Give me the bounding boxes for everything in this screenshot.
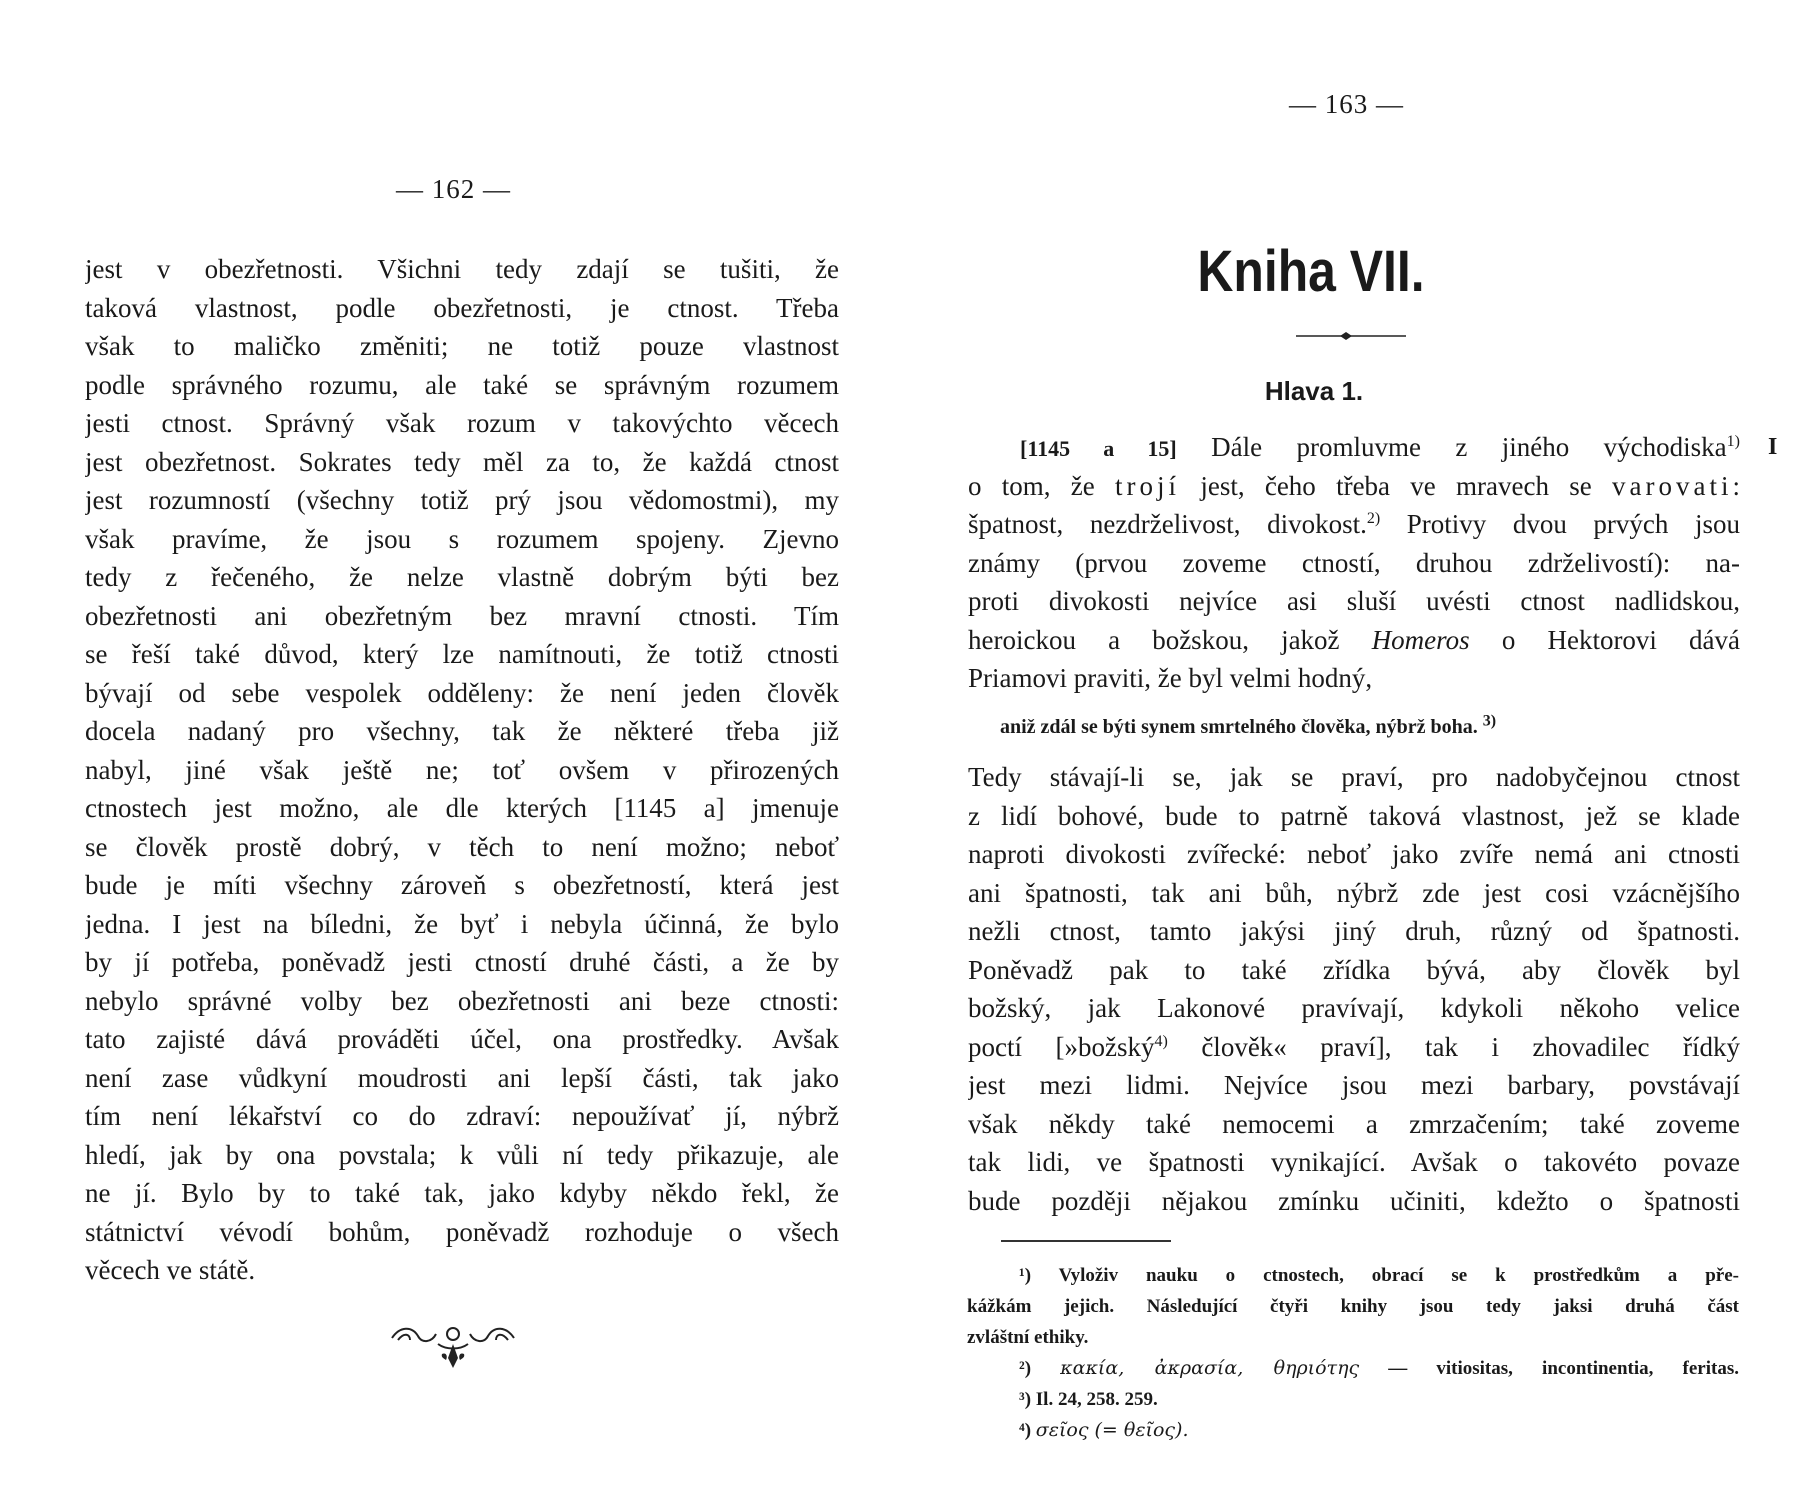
text-line: naproti divokosti zvířecké: neboť jako zvíře nemá ani ctnosti xyxy=(968,839,1740,869)
text-line: tedy z řečeného, že nelze vlastně dobrým býti bez xyxy=(85,562,839,592)
text-line: Poněvadž pak to také zřídka bývá, aby člověk byl xyxy=(968,954,1740,985)
text-line: se řeší také důvod, který lze namítnouti, že totiž ctnosti xyxy=(85,639,839,669)
text-line: tím není lékařství co do zdraví: nepoužívať jí, nýbrž xyxy=(85,1101,839,1131)
text-line: jesti ctnost. Správný však rozum v takovýchto věcech xyxy=(85,408,839,438)
bekker-reference: [1145 a 15] xyxy=(1020,436,1177,461)
text-line: však někdy také nemocemi a zmrzačením; také zoveme xyxy=(968,1108,1740,1139)
text-line: hledí, jak by ona povstala; k vůli ní tedy přikazuje, ale xyxy=(85,1139,839,1170)
text-line: ani špatnosti, tak ani bůh, nýbrž zde jest cosi vzácnějšího xyxy=(968,877,1740,908)
text-line: poctí [»božský$^{4)}$ člověk« praví], tak i zhovadilec řídký xyxy=(968,1031,1740,1062)
text-line: bývají od sebe vespolek odděleny: že není jeden člověk xyxy=(85,677,839,708)
text-line: nabyl, jiné však ještě ne; toť ovšem v přirozených xyxy=(85,754,839,785)
text-line: nebylo správné volby bez obezřetnosti ani beze ctnosti: xyxy=(85,985,839,1016)
footnote-1: ¹) Vyloživ nauku o ctnostech, obrací se k prostředkům a pře- xyxy=(1019,1265,1739,1286)
verse-quote: aniž zdál se býti synem smrtelného člověka, nýbrž boha. $^{3)}$ xyxy=(1000,712,1497,738)
text-line: bude později nějakou zmínku učiniti, kdežto o špatnosti xyxy=(968,1185,1740,1216)
text-line: ctnostech jest možno, ale dle kterých [1145 a] jmenuje xyxy=(85,793,839,823)
footnote-rule xyxy=(1001,1240,1171,1242)
chapter-title: Hlava 1. xyxy=(1264,376,1364,406)
footnote-1-cont: zvláštní ethiky. xyxy=(967,1327,1089,1348)
text-line: špatnost, nezdrželivost, divokost.$^{2)}$ Protivy dvou prvých jsou xyxy=(968,509,1740,539)
text-line: jest v obezřetnosti. Všichni tedy zdají se tušiti, že xyxy=(85,254,839,284)
text-line: božský, jak Lakonové pravívají, kdykoli někoho velice xyxy=(968,993,1740,1023)
page-number: — 162 — xyxy=(396,174,511,204)
left-page xyxy=(0,0,900,1500)
text-line: Tedy stávají-li se, jak se praví, pro nadobyčejnou ctnost xyxy=(968,762,1740,792)
footnote-ref: 2) xyxy=(1366,510,1381,527)
footnote-ref: 1) xyxy=(1726,433,1740,450)
text-line: docela nadaný pro všechny, tak že některé třeba již xyxy=(85,716,839,746)
text-line: tak lidi, ve špatnosti vynikající. Avšak o takovéto povaze xyxy=(968,1147,1740,1177)
footnote-ref: 4) xyxy=(1154,1032,1168,1050)
ornament-icon xyxy=(388,1322,518,1370)
body-text xyxy=(85,250,839,1290)
text-line: jest obezřetnost. Sokrates tedy měl za to, že každá ctnost xyxy=(85,446,839,477)
text-line: není zase vůdkyní moudrosti ani lepší části, tak jako xyxy=(85,1062,839,1093)
text-line: o tom, že trojí jest, čeho třeba ve mravech se varovati: xyxy=(968,470,1740,501)
text-line: však pravíme, že jsou s rozumem spojeny. Zjevno xyxy=(85,523,839,554)
footnote-3: ³) Il. 24, 258. 259. xyxy=(1019,1389,1158,1410)
text-line: proti divokosti nejvíce asi sluší uvésti ctnost nadlidskou, xyxy=(968,586,1740,616)
text-line: ne jí. Bylo by to také tak, jako kdyby někdo řekl, že xyxy=(85,1178,839,1208)
text-line: [1145 a 15] Dále promluvme z jiného východiska$^{1)}$ xyxy=(1020,432,1740,462)
text-line: jest mezi lidmi. Nejvíce jsou mezi barbary, povstávají xyxy=(968,1070,1740,1100)
text-line: se člověk prostě dobrý, v těch to není možno; neboť xyxy=(85,831,839,862)
text-line: věcech ve státě. xyxy=(85,1255,256,1285)
divider-icon xyxy=(1296,331,1406,341)
page-number: — 163 — xyxy=(1289,89,1404,119)
text-line: jedna. I jest na bíledni, že byť i nebyla účinná, že bylo xyxy=(85,908,839,939)
text-line: podle správného rozumu, ale také se správným rozumem xyxy=(85,369,839,400)
paragraph-1 xyxy=(968,428,1740,698)
footnote-4: ⁴) σεῖος (= θεῖος). xyxy=(1019,1419,1189,1441)
book-title: Kniha VII. xyxy=(1197,239,1425,304)
text-line: tato zajisté dává prováděti účel, ona prostředky. Avšak xyxy=(85,1024,839,1054)
text-line: nežli ctnost, tamto jakýsi jiný druh, různý od špatnosti. xyxy=(968,916,1740,946)
text-line: bude je míti všechny zároveň s obezřetností, která jest xyxy=(85,870,839,900)
footnotes xyxy=(967,1260,1739,1446)
footnote-ref: 3) xyxy=(1482,712,1497,730)
right-page xyxy=(909,0,1818,1500)
text-line: obezřetnosti ani obezřetným bez mravní ctnosti. Tím xyxy=(85,600,839,631)
text-line: státnictví vévodí bohům, poněvadž rozhoduje o všech xyxy=(85,1216,839,1247)
paragraph-2 xyxy=(968,758,1740,1220)
text-line: známy (prvou zoveme ctností, druhou zdrželivostí): na- xyxy=(968,547,1740,578)
text-line: však to maličko změniti; ne totiž pouze vlastnost xyxy=(85,331,839,361)
footnote-2: ²) κακία, ἀκρασία, θηριότης — vitiositas, incontinentia, feritas. xyxy=(1019,1357,1739,1379)
text-line: taková vlastnost, podle obezřetnosti, je ctnost. Třeba xyxy=(85,292,839,323)
text-line: by jí potřeba, poněvadž jesti ctností druhé části, a že by xyxy=(85,947,839,977)
text-line: Priamovi praviti, že byl velmi hodný, xyxy=(968,663,1373,693)
text-line: jest rozumností (všechny totiž prý jsou vědomostmi), my xyxy=(85,485,839,515)
footnote-1-cont: kážkám jejich. Následující čtyři knihy jsou tedy jaksi druhá část xyxy=(967,1296,1739,1317)
text-line: z lidí bohové, bude to patrně taková vlastnost, jež se klade xyxy=(968,800,1740,831)
margin-numeral: I xyxy=(1768,434,1778,460)
text-line: heroickou a božskou, jakož Homeros o Hektorovi dává xyxy=(968,624,1740,655)
